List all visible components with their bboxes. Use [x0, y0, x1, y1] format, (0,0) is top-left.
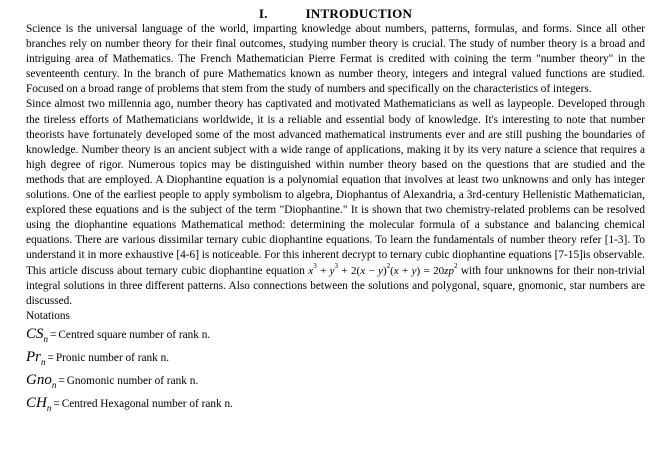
intro-paragraph-2: [26, 97, 645, 308]
paragraph-2-text: Since almost two millennia ago, number theory has captivated and motivated Mathematicians as well as laypeople. Developed through the tireless efforts of Mathematicians worldwide, it is a reliable and essential body of knowledge. It's interesting to note that number theorists have fortunately developed some of the most advanced mathematical instruments ever and are still pushing the boundaries of knowledge. Number theory is an ancient subject with a wide range of applications, making it by its very nature a science that requires a high degree of rigor. Numerous topics may be distinguished within number theory based on the questions that are studied and the methods that are employed. A Diophantine equation is a polynomial equation that involves at least two unknowns and only has integer solutions. One of the earliest people to apply symbolism to algebra, Diophantus of Alexandria, a 3rd-century Hellenistic Mathematician, explored these equations and is the subject of the term "Diophantine." It is shown that two chemistry-related problems can be resolved using the diophantine equations Mathematical method: determining the molecular formula of a substance and balancing chemical equations. There are various dissimilar ternary cubic diophantine equations. To learn the fundamentals of number theory refer [1-3]. To understand it in more exhaustive [4-6] is noticeable. For this inherent decrypt to ternary cubic diophantine equations [7-15]is observable. This article discuss about ternary cubic diophantine equation: [26, 98, 645, 277]
notation-symbol: $CH_n$: [26, 395, 52, 414]
notation-pronic: $Pr_n$ = Pronic number of rank n.: [26, 349, 170, 368]
notation-centred-square: $CS_n$ = Centred square number of rank n.: [26, 326, 211, 345]
section-title: INTRODUCTION: [305, 6, 413, 21]
notation-symbol: $CS_n$: [26, 326, 49, 345]
diophantine-equation: $x^3 + y^3 + 2(x - y)^2(x + y) = 20zp^2$: [308, 261, 458, 277]
intro-paragraph-1: Science is the universal language of the world, imparting knowledge about numbers, patterns, formulas, and forms. Since all other branches rely on number theory for their final outcomes, studying number theory is crucial. The study of number theory is a broad and intriguing area of Mathematics. The French Mathematician Pierre Fermat is credited with coining the term "number theory" in the seventeenth century. In the branch of pure Mathematics known as number theory, integers and integral valued functions are studied. Focused on a broad range of problems that stem from the study of numbers and specifically on the characteristics of integers.: [26, 23, 645, 96]
notation-centred-hexagonal: $CH_n$ = Centred Hexagonal number of rank n.: [26, 395, 233, 414]
notation-definition: Centred Hexagonal number of rank n.: [61, 398, 233, 411]
notations-title: Notations: [26, 309, 70, 322]
notation-definition: Pronic number of rank n.: [55, 352, 170, 365]
notation-symbol: $Pr_n$: [26, 349, 46, 368]
section-number: I.: [258, 6, 268, 21]
notation-symbol: Gno$_n$: [26, 372, 57, 391]
section-heading: [26, 6, 645, 21]
notation-gnomonic: Gno$_n$ = Gnomonic number of rank n.: [26, 372, 199, 391]
paragraph-2-tail: with four unknowns for their non-trivial integral solutions in three different patterns. Also connections between the solutions and polygonal, square, gnomonic, star numbers are discussed.: [26, 264, 646, 307]
notation-definition: Gnomonic number of rank n.: [66, 375, 199, 388]
notation-definition: Centred square number of rank n.: [58, 329, 211, 342]
